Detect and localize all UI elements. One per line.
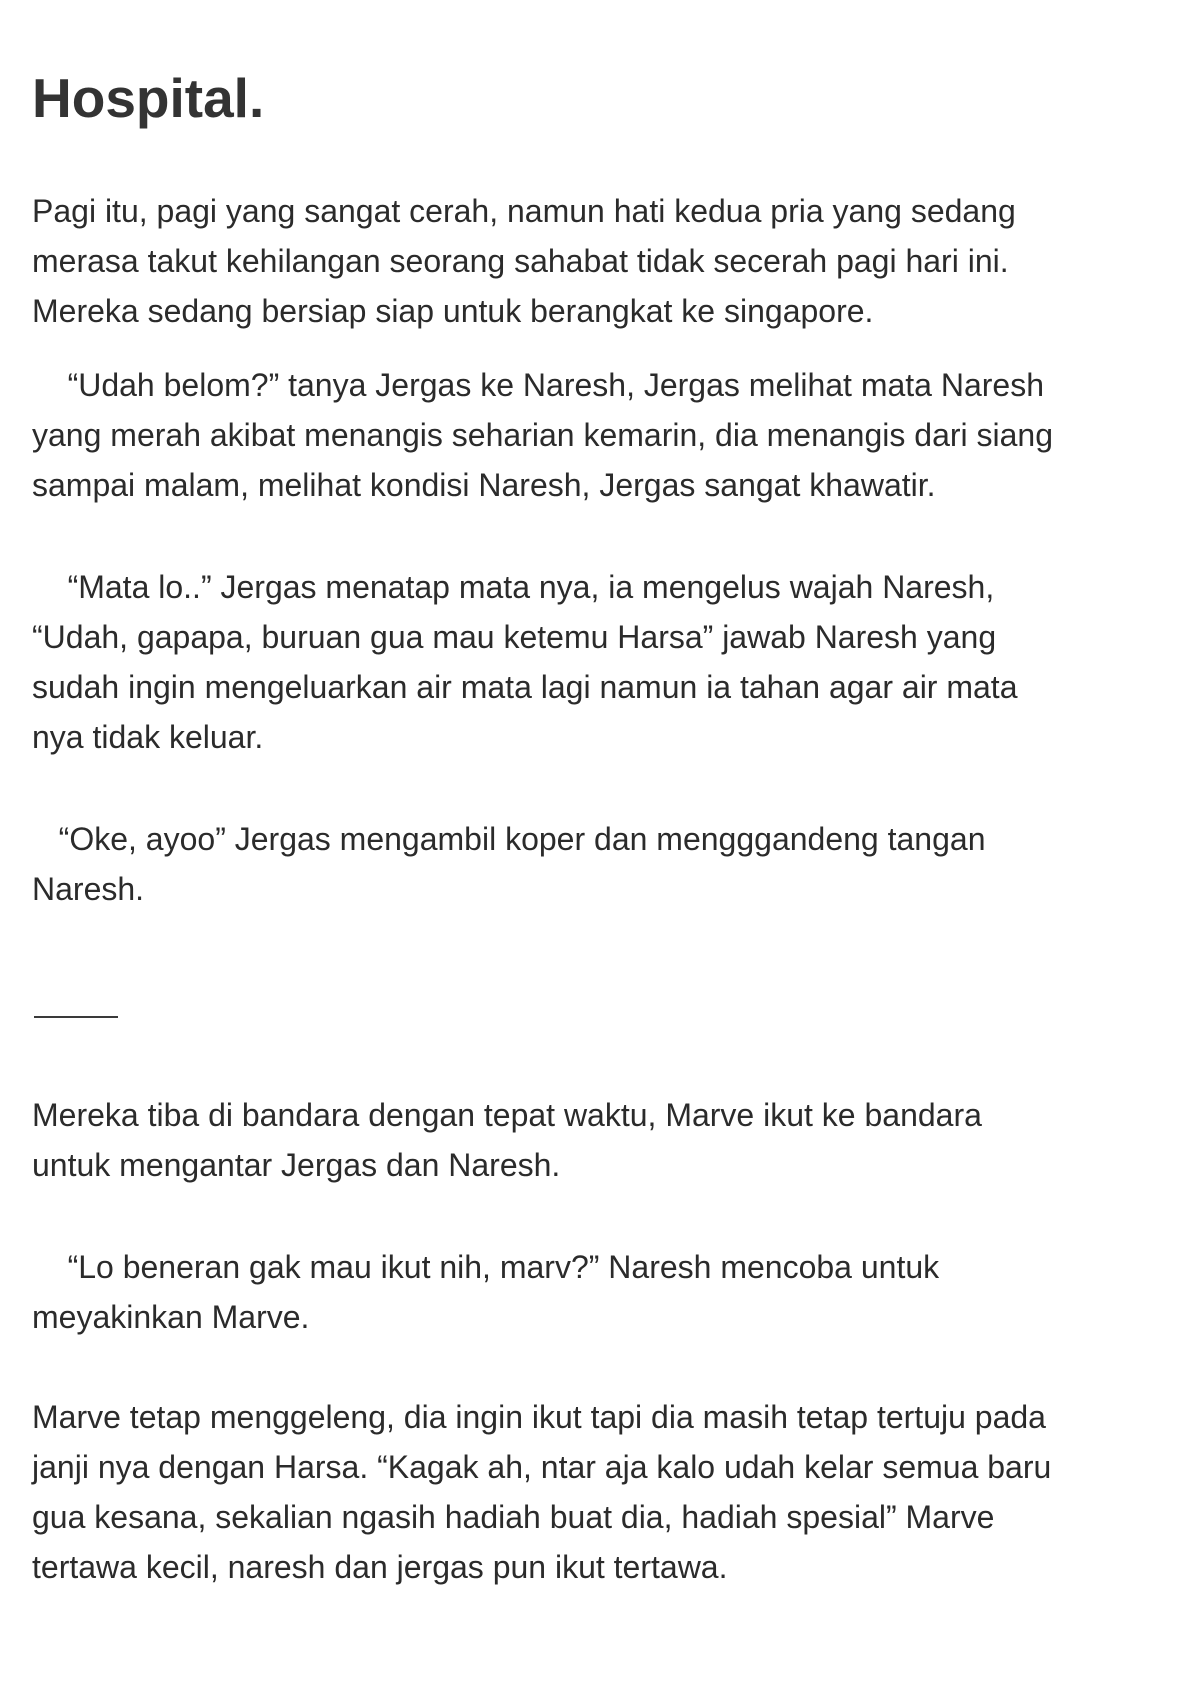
- paragraph-3: [32, 562, 1172, 762]
- paragraph-5: [32, 1090, 1172, 1190]
- text-line: “Udah belom?” tanya Jergas ke Naresh, Jergas melihat mata Naresh: [32, 367, 1045, 403]
- paragraph-1: [32, 186, 1172, 336]
- paragraph-7: [32, 1392, 1172, 1592]
- text-line: sampai malam, melihat kondisi Naresh, Jergas sangat khawatir.: [32, 467, 936, 503]
- text-line: meyakinkan Marve.: [32, 1299, 310, 1335]
- text-line: janji nya dengan Harsa. “Kagak ah, ntar aja kalo udah kelar semua baru: [32, 1449, 1052, 1485]
- text-line: “Mata lo..” Jergas menatap mata nya, ia mengelus wajah Naresh,: [32, 569, 995, 605]
- text-line: Mereka tiba di bandara dengan tepat waktu, Marve ikut ke bandara: [32, 1097, 982, 1133]
- text-line: “Oke, ayoo” Jergas mengambil koper dan mengggandeng tangan: [32, 821, 986, 857]
- text-line: sudah ingin mengeluarkan air mata lagi namun ia tahan agar air mata: [32, 669, 1018, 705]
- text-line: Marve tetap menggeleng, dia ingin ikut tapi dia masih tetap tertuju pada: [32, 1399, 1046, 1435]
- paragraph-6: [32, 1242, 1172, 1342]
- text-line: yang merah akibat menangis seharian kemarin, dia menangis dari siang: [32, 417, 1054, 453]
- text-line: untuk mengantar Jergas dan Naresh.: [32, 1147, 561, 1183]
- text-line: tertawa kecil, naresh dan jergas pun ikut tertawa.: [32, 1549, 728, 1585]
- paragraph-2: [32, 360, 1172, 510]
- section-divider: [34, 1016, 118, 1018]
- page-title: Hospital.: [32, 67, 265, 129]
- text-line: gua kesana, sekalian ngasih hadiah buat dia, hadiah spesial” Marve: [32, 1499, 995, 1535]
- text-line: nya tidak keluar.: [32, 719, 264, 755]
- text-line: “Udah, gapapa, buruan gua mau ketemu Harsa” jawab Naresh yang: [32, 619, 997, 655]
- text-line: Naresh.: [32, 871, 145, 907]
- paragraph-4: [32, 814, 1172, 914]
- text-line: Mereka sedang bersiap siap untuk berangkat ke singapore.: [32, 293, 874, 329]
- text-line: “Lo beneran gak mau ikut nih, marv?” Naresh mencoba untuk: [32, 1249, 940, 1285]
- text-line: Pagi itu, pagi yang sangat cerah, namun hati kedua pria yang sedang: [32, 193, 1016, 229]
- text-line: merasa takut kehilangan seorang sahabat tidak secerah pagi hari ini.: [32, 243, 1009, 279]
